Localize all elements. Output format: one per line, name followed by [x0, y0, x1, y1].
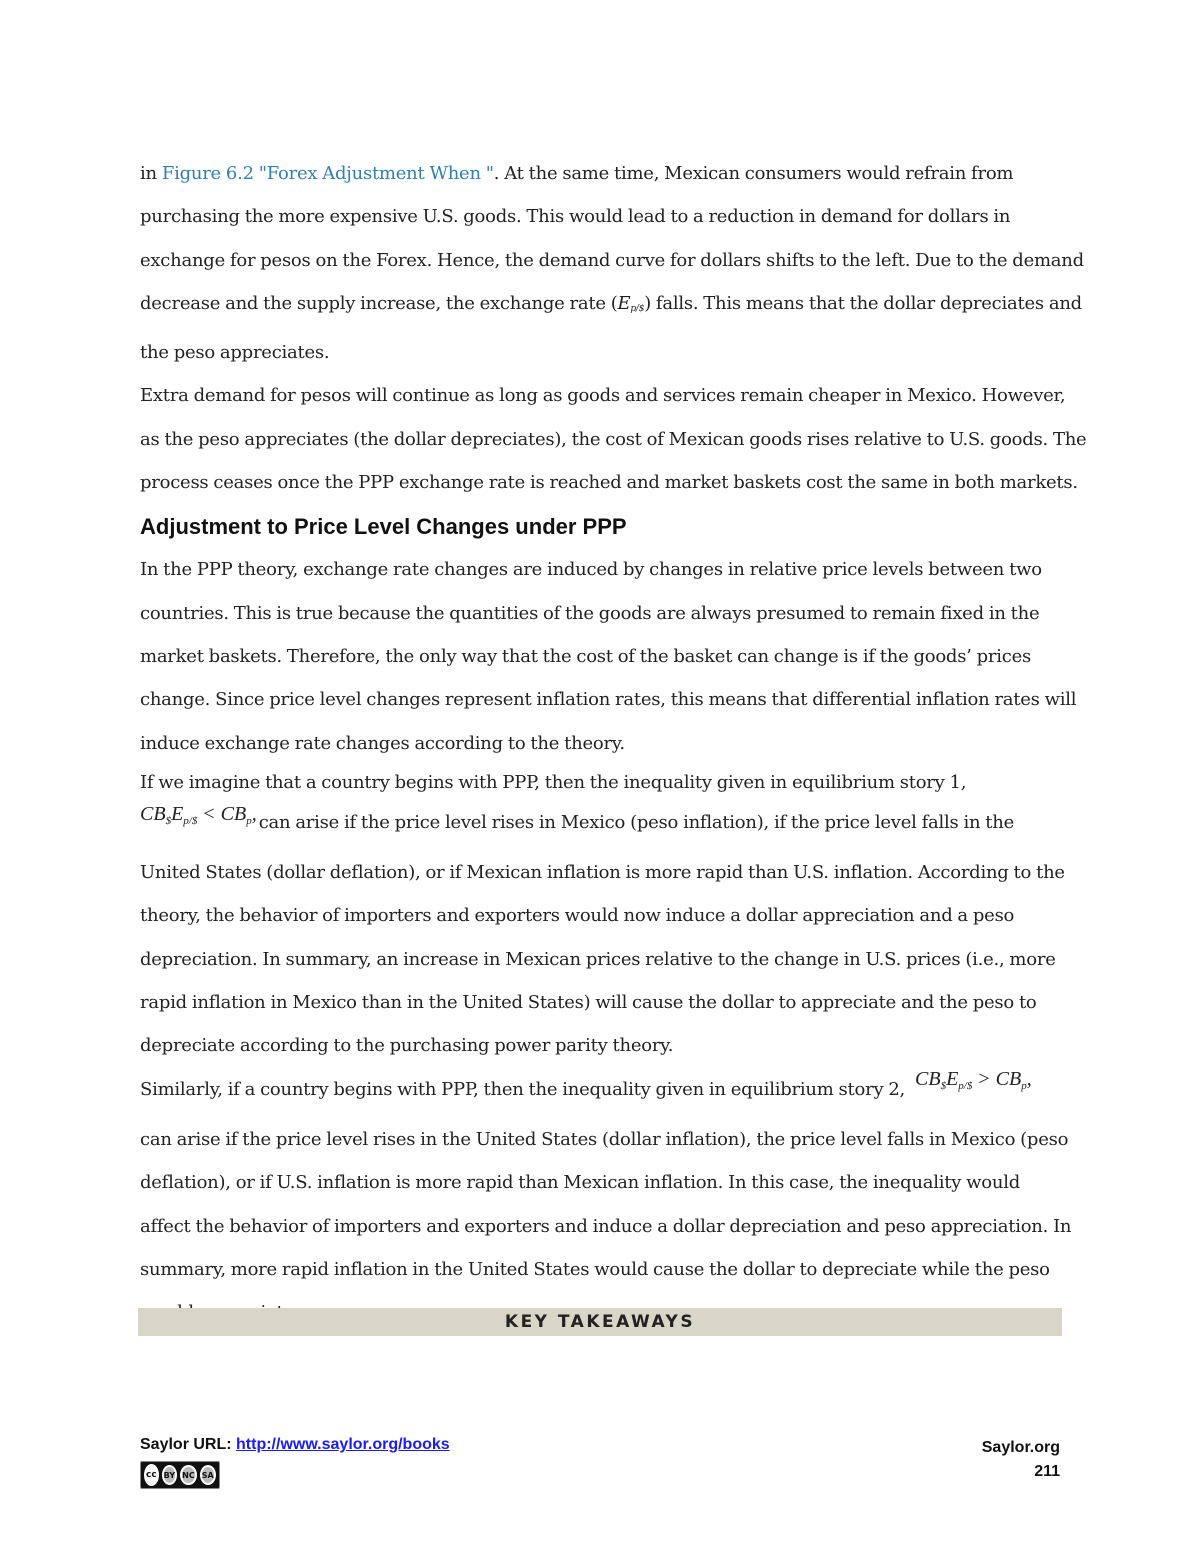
- formula-subscript: $: [165, 814, 172, 827]
- text-line: process ceases once the PPP exchange rate is reached and market baskets cost the same in both markets.: [140, 472, 1078, 494]
- section-heading: Adjustment to Price Level Changes under PPP: [140, 514, 627, 540]
- formula-punct: ,: [251, 802, 257, 825]
- text-line: summary, more rapid inflation in the United States would cause the dollar to depreciate while the peso: [140, 1258, 1050, 1280]
- text-line: deflation), or if U.S. inflation is more rapid than Mexican inflation. In this case, the inequality would: [140, 1172, 1021, 1194]
- text-line: Extra demand for pesos will continue as long as goods and services remain cheaper in Mexico. However,: [140, 385, 1066, 407]
- text-line: change. Since price level changes represent inflation rates, this means that differential inflation rates will: [140, 689, 1077, 711]
- text-line: affect the behavior of importers and exporters and induce a dollar depreciation and peso appreciation. In: [140, 1215, 1072, 1237]
- sa-icon: SA: [200, 1465, 216, 1485]
- by-icon: BY: [162, 1465, 177, 1485]
- footer-label: Saylor URL:: [140, 1436, 237, 1453]
- text-line: market baskets. Therefore, the only way that the cost of the basket can change is if the goods’ prices: [140, 645, 1031, 667]
- formula-subscript: $: [940, 1079, 947, 1092]
- text-line: countries. This is true because the quantities of the goods are always presumed to remain fixed in the: [140, 602, 1040, 624]
- text-line: [140, 1068, 1062, 1118]
- exchange-rate-subscript: p/$: [630, 303, 645, 314]
- formula-term: CB: [220, 802, 247, 825]
- text-line: purchasing the more expensive U.S. goods. This would lead to a reduction in demand for dollars in: [140, 206, 1011, 228]
- text-line: the peso appreciates.: [140, 342, 330, 364]
- text-line: exchange for pesos on the Forex. Hence, the demand curve for dollars shifts to the left. Due to the demand: [140, 249, 1084, 271]
- text-line: can arise if the price level rises in the United States (dollar inflation), the price level falls in Mexico (peso: [140, 1128, 1069, 1150]
- formula-term: CB: [915, 1067, 941, 1090]
- text-span: decrease and the supply increase, the exchange rate (: [140, 292, 618, 314]
- formula-term: E: [946, 1067, 959, 1090]
- footer-url: [140, 1436, 450, 1454]
- text-line: depreciate according to the purchasing power parity theory.: [140, 1035, 674, 1057]
- text-line: United States (dollar deflation), or if Mexican inflation is more rapid than U.S. inflation. According to the: [140, 862, 1065, 884]
- formula-operator: <: [203, 802, 215, 825]
- formula-subscript: p/$: [183, 814, 198, 827]
- formula-subscript: p: [246, 814, 252, 827]
- text-line: induce exchange rate changes according to the theory.: [140, 732, 625, 754]
- page-body: [140, 152, 1087, 1334]
- text-span: in: [140, 163, 162, 184]
- footer-site: Saylor.org: [981, 1439, 1060, 1456]
- formula-term: E: [171, 802, 184, 825]
- formula-operator: >: [978, 1067, 990, 1090]
- text-span: . At the same time, Mexican consumers would refrain from: [493, 163, 1014, 184]
- inequality-formula-1: [140, 793, 257, 843]
- paragraph-1: [140, 152, 1084, 374]
- text-line: rapid inflation in Mexico than in the United States) will cause the dollar to appreciate and the peso to: [140, 992, 1037, 1014]
- text-line: as the peso appreciates (the dollar depreciates), the cost of Mexican goods rises relative to U.S. goods. The: [140, 428, 1087, 450]
- text-line: [140, 282, 1082, 331]
- formula-subscript: p: [1021, 1079, 1027, 1092]
- formula-punct: ,: [1026, 1067, 1032, 1090]
- text-span: ) falls. This means that the dollar depreciates and: [644, 292, 1082, 314]
- creative-commons-license-icon: [140, 1461, 220, 1489]
- text-line: depreciation. In summary, an increase in Mexican prices relative to the change in U.S. prices (i.e., more: [140, 948, 1056, 970]
- formula-term: CB: [140, 802, 166, 825]
- paragraph-5: [140, 1067, 1072, 1335]
- paragraph-3: [140, 548, 1077, 764]
- paragraph-2: [140, 374, 1087, 504]
- paragraph-4: [140, 765, 1065, 1068]
- exchange-rate-symbol: E: [617, 292, 631, 314]
- formula-subscript: p/$: [958, 1079, 973, 1092]
- cc-icon: cc: [144, 1464, 159, 1486]
- nc-icon: NC: [180, 1465, 197, 1485]
- key-takeaways-header: KEY TAKEAWAYS: [138, 1308, 1062, 1336]
- page-number: 211: [1034, 1463, 1060, 1480]
- inequality-formula-2: [915, 1058, 1032, 1108]
- text-line: theory, the behavior of importers and exporters would now induce a dollar appreciation and a peso: [140, 905, 1015, 927]
- text-span: Similarly, if a country begins with PPP, then the inequality given in equilibrium story 2,: [140, 1078, 906, 1100]
- saylor-books-link[interactable]: http://www.saylor.org/books: [236, 1436, 450, 1453]
- text-line: [140, 152, 1062, 195]
- text-line: If we imagine that a country begins with PPP, then the inequality given in equilibrium story 1,: [140, 771, 967, 793]
- text-line: In the PPP theory, exchange rate changes are induced by changes in relative price levels between two: [140, 559, 1042, 581]
- figure-link[interactable]: Figure 6.2 "Forex Adjustment When ": [161, 163, 494, 184]
- text-span: can arise if the price level rises in Mexico (peso inflation), if the price level falls in the: [258, 811, 1015, 833]
- footer-right: [982, 1436, 1060, 1484]
- formula-term: CB: [995, 1067, 1022, 1090]
- text-line: [140, 801, 1062, 851]
